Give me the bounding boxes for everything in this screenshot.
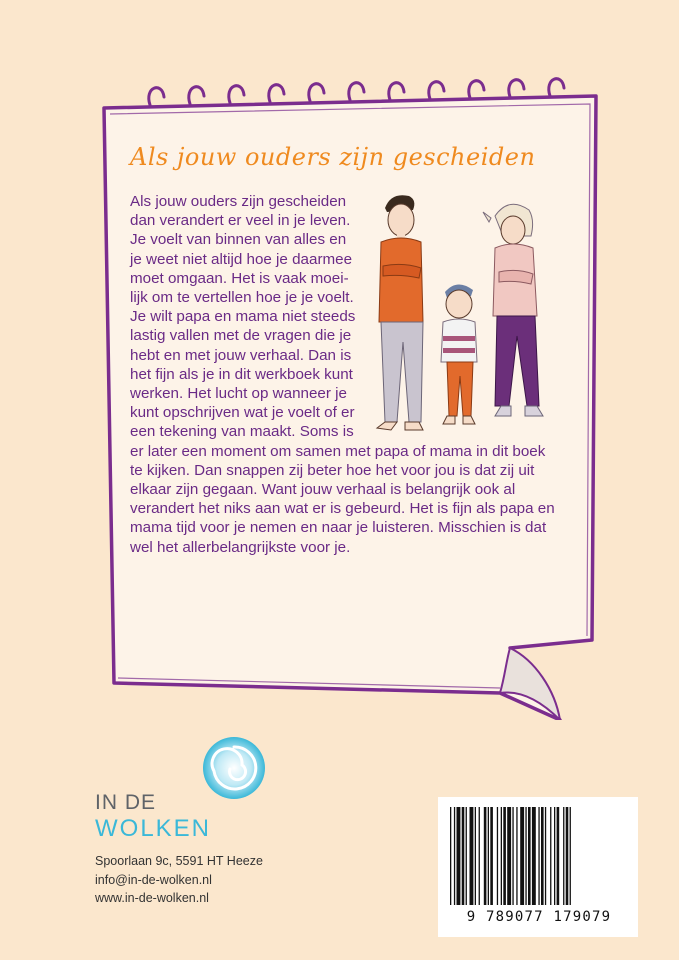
publisher-contact [95,852,263,908]
publisher-logo [95,735,305,845]
barcode-bar [554,807,555,905]
barcode-bar [470,807,474,905]
barcode-bar [550,807,551,905]
barcode-bar [488,807,489,905]
body-line: er later een moment om samen met papa of mama in dit boek [130,442,546,460]
body-line: dan verandert er veel in je leven. [130,212,351,230]
barcode-bar [570,807,571,905]
body-line: elkaar zijn gegaan. Want jouw verhaal is belangrijk ook al [130,481,516,499]
barcode-bar [479,807,480,905]
barcode-bar [545,807,546,905]
body-line: je weet niet altijd hoe je daarmee [130,250,353,268]
barcode-bar [503,807,506,905]
body-line: kunt opschrijven wat je voelt of er [130,404,355,422]
family-illustration [375,188,575,440]
body-line: moet omgaan. Het is vaak moei- [130,269,349,287]
barcode-bar [462,807,465,905]
barcode-bar [457,807,461,905]
barcode-number: 9 789077 179079 [466,909,612,925]
body-line: Je wilt papa en mama niet steeds [130,308,356,326]
barcode-bar [557,807,560,905]
body-line: lastig vallen met de vragen die je [130,327,352,345]
page-title: Als jouw ouders zijn gescheiden [130,143,536,171]
body-line: Als jouw ouders zijn gescheiden [130,193,347,210]
barcode-bar [466,807,467,905]
barcode-bar [484,807,487,905]
body-line: verandert het niks aan wat er is gebeurd. Het is fijn als papa en [130,500,555,518]
barcode-bar [516,807,517,905]
body-line: te kijken. Dan snappen zij beter hoe het voor jou is dat zij uit [130,461,535,479]
body-line: werken. Het lucht op wanneer je [130,385,347,403]
barcode-bars [438,797,638,909]
publisher-website: www.in-de-wolken.nl [95,891,209,905]
publisher-email: info@in-de-wolken.nl [95,872,212,887]
barcode-bar [501,807,502,905]
body-line: wel het allerbelangrijkste voor je. [130,538,351,556]
logo-text-line2: WOLKEN [95,815,212,842]
barcode-bar [541,807,544,905]
body-line: mama tijd voor je nemen en naar je luisteren. Misschien is dat [130,519,547,537]
barcode-bar [566,807,569,905]
barcode-bar [507,807,511,905]
barcode-bar [532,807,536,905]
barcode-bar [497,807,498,905]
body-line: lijk om te vertellen hoe je je voelt. [130,289,354,307]
body-line: een tekening van maakt. Soms is [130,423,354,441]
barcode-bar [490,807,493,905]
barcode-bar [512,807,513,905]
isbn-barcode [438,797,638,937]
barcode-bar [520,807,524,905]
mother-figure [483,204,543,416]
body-line: hebt en met jouw verhaal. Dan is [130,346,352,364]
publisher-address: Spoorlaan 9c, 5591 HT Heeze [95,854,263,868]
child-figure [441,284,477,424]
barcode-bar [454,807,455,905]
logo-text-line1: IN DE [95,791,157,814]
body-line: het fijn als je in dit werkboek kunt [130,365,353,383]
swirl-logo-icon [201,735,267,801]
barcode-bar [450,807,451,905]
barcode-bar [475,807,476,905]
body-line: Je voelt van binnen van alles en [130,231,347,249]
barcode-bar [563,807,564,905]
barcode-bar [525,807,526,905]
father-figure [377,195,423,430]
barcode-bar [528,807,531,905]
barcode-bar [538,807,539,905]
